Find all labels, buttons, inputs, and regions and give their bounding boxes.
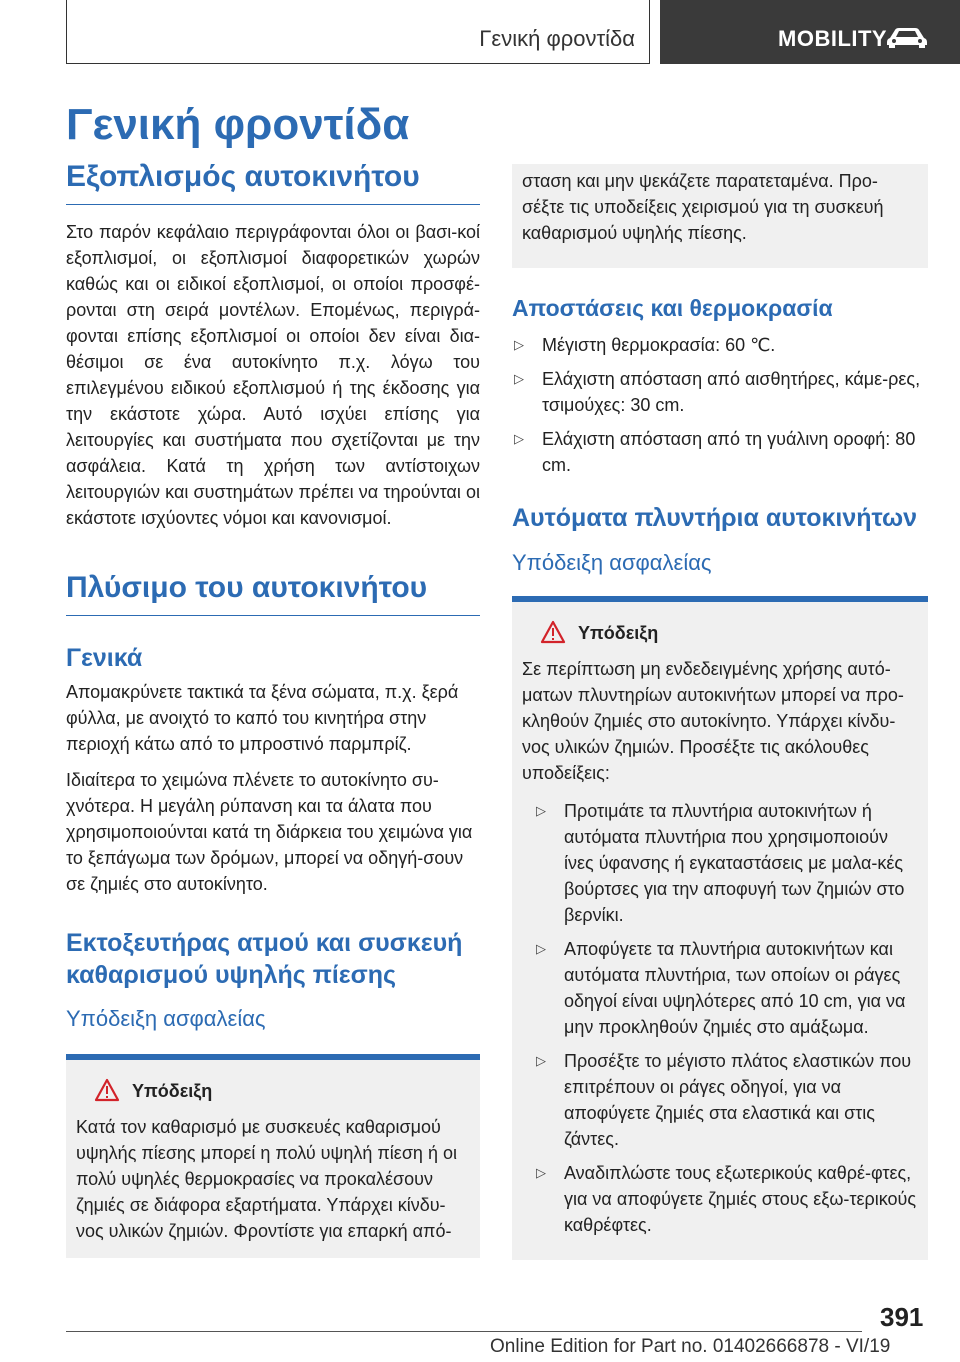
car-icon (886, 26, 928, 48)
footer-divider (66, 1331, 862, 1332)
warning-text: Κατά τον καθαρισμό με συσκευές καθαρισμού υψηλής πίεσης μπορεί η πολύ υψηλή πίεση ή οι πολύ υψηλές θερμοκρασίες να προκαλέσουν ζημιές σε διάφορα εξαρτήματα. Υπάρχει κίνδυ‐νος υλικών ζημιών. Φροντίστε για επαρκή από‐ (76, 1116, 457, 1241)
triangle-bullet-icon: ▷ (514, 430, 524, 446)
safety-note-heading: Υπόδειξη ασφαλείας (66, 1005, 266, 1031)
car-wash-tips-list (522, 798, 918, 1238)
list-item: ▷ Μέγιστη θερμοκρασία: 60 ℃. (512, 332, 928, 358)
general-heading: Γενικά (66, 644, 143, 672)
warning-title-right: Υπόδειξη (578, 623, 659, 644)
warning-title: Υπόδειξη (132, 1080, 213, 1101)
triangle-bullet-icon: ▷ (514, 336, 524, 352)
warning-text-right: Σε περίπτωση μη ενδεδειγμένης χρήσης αυτό‐ματων πλυντηρίων αυτοκινήτων μπορεί να προ‐κληθούν ζημιές στο αυτοκίνητο. Υπάρχει κίνδυ‐νος υλικών ζημιών. Προσέξτε τις ακόλουθες υποδείξεις: (522, 659, 904, 784)
warning-triangle-icon (94, 1078, 120, 1102)
warning-header (76, 1078, 470, 1108)
general-paragraph-2: Ιδιαίτερα το χειμώνα πλένετε το αυτοκίνητο συ‐χνότερα. Η μεγάλη ρύπανση και τα άλατα που χρησιμοποιούνται κατά τη διάρκεια του χειμώνα για το ξεπάγωμα των δρόμων, μπορεί να οδηγή‐σουν σε ζημιές στο αυτοκίνητο. (66, 769, 473, 894)
right-column (512, 164, 928, 1260)
warning-box-right (512, 596, 928, 1260)
equipment-heading: Εξοπλισμός αυτοκινήτου (66, 160, 480, 205)
triangle-bullet-icon: ▷ (536, 1165, 546, 1181)
general-paragraph-1: Απομακρύνετε τακτικά τα ξένα σώματα, π.χ. ξερά φύλλα, με ανοιχτό το καπό του κινητήρα στην περιοχή κάτω από το μπροστινό παρμπρίζ. (66, 681, 459, 754)
list-item: ▷ Αναδιπλώστε τους εξωτερικούς καθρέ‐φτες, για να αποφύγετε ζημιές στους εξω‐τερικούς καθρέφτες. (522, 1160, 918, 1238)
list-item: ▷ Ελάχιστη απόσταση από τη γυάλινη οροφή: 80 cm. (512, 426, 928, 478)
warning-box-continued (512, 164, 928, 268)
distances-heading: Αποστάσεις και θερμοκρασία (512, 295, 833, 321)
header-section-title: Γενική φροντίδα (479, 26, 635, 51)
warning-triangle-icon (540, 620, 566, 644)
left-column (66, 160, 480, 1258)
car-wash-heading: Αυτόματα πλυντήρια αυτοκινήτων (512, 503, 918, 532)
triangle-bullet-icon: ▷ (514, 370, 524, 386)
list-item: ▷ Προσέξτε το μέγιστο πλάτος ελαστικών που επιτρέπουν οι ράγες οδηγοί, για να αποφύγετε ζημιές στα ελαστικά και στις ζάντες. (522, 1048, 918, 1152)
distances-list (512, 332, 928, 478)
header-section-box (66, 0, 650, 64)
washing-heading: Πλύσιμο του αυτοκινήτου (66, 571, 480, 616)
page-number: 391 (880, 1302, 924, 1332)
list-item: ▷ Προτιμάτε τα πλυντήρια αυτοκινήτων ή αυτόματα πλυντήρια που χρησιμοποιούν ίνες ύφανσης ή εγκαταστάσεις με μαλα‐κές βούρτσες για την αποφυγή των ζημιών στο βερνίκι. (522, 798, 918, 928)
footer-edition: Online Edition for Part no. 01402666878 - VI/19 (490, 1336, 891, 1357)
list-item: ▷ Αποφύγετε τα πλυντήρια αυτοκινήτων και αυτόματα πλυντήρια, των οποίων οι ράγες οδηγοί είναι υψηλότερες από 10 cm, για να μην προκληθούν ζημιές στο αμάξωμα. (522, 936, 918, 1040)
steam-cleaner-heading: Εκτοξευτήρας ατμού και συσκευή καθαρισμού υψηλής πίεσης (66, 928, 463, 989)
warning-box (66, 1054, 480, 1258)
triangle-bullet-icon: ▷ (536, 941, 546, 957)
equipment-text: Στο παρόν κεφάλαιο περιγράφονται όλοι οι βασι‐κοί εξοπλισμοί, οι εξοπλισμοί διαφορετικών χωρών καθώς και οι ειδικοί εξοπλισμοί, οι οποίοι προσφέ‐ρονται στη σειρά μοντέλων. Επομένως, περιγρά‐φονται επίσης εξοπλισμοί οι οποίοι δεν είναι δια‐θέσιμοι σε ένα αυτοκίνητο π.χ. λόγω του επιλεγμένου ειδικού εξοπλισμού ή της έκδοσης για την εκάστοτε χώρα. Αυτό ισχύει επίσης για λειτουργίες και συστήματα που σχετίζονται με την ασφάλεια. Κατά τη χρήση των αντίστοιχων λειτουργιών και συστημάτων πρέπει να τηρούνται οι εκάστοτε ισχύοντες νόμοι και κανονισμοί. (66, 222, 480, 528)
header-category-tab (660, 0, 960, 64)
header-category-label: MOBILITY (778, 26, 888, 51)
page-title: Γενική φροντίδα (66, 100, 410, 149)
warning-header-right (522, 620, 918, 650)
safety-note-heading-right: Υπόδειξη ασφαλείας (512, 550, 712, 576)
triangle-bullet-icon: ▷ (536, 1053, 546, 1069)
warning-text-continued: σταση και μην ψεκάζετε παρατεταμένα. Προ‐σέξτε τις υποδείξεις χειρισμού για τη συσκευή καθαρισμού υψηλής πίεσης. (522, 171, 884, 243)
triangle-bullet-icon: ▷ (536, 803, 546, 819)
list-item: ▷ Ελάχιστη απόσταση από αισθητήρες, κάμε‐ρες, τσιμούχες: 30 cm. (512, 366, 928, 418)
